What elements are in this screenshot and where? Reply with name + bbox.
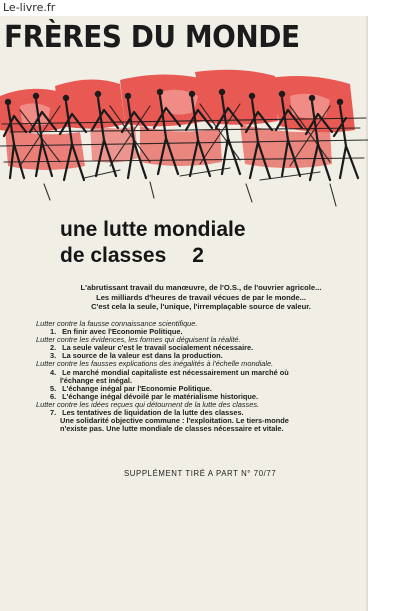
toc-section-heading: Lutter contre la fausse connaissance scientifique. bbox=[36, 319, 198, 328]
toc-closing-line: n'existe pas. Une lutte mondiale de classes nécessaire et vitale. bbox=[60, 424, 284, 434]
headline-text: de classes bbox=[60, 244, 167, 267]
toc-item-text: La seule valeur c'est le travail socialement nécessaire. bbox=[62, 343, 254, 353]
marching-figures-illustration bbox=[0, 66, 368, 216]
toc-item-text: Les tentatives de liquidation de la lutte des classes. bbox=[62, 408, 244, 418]
toc-item-number: 2. bbox=[50, 343, 57, 353]
intro-paragraph bbox=[36, 283, 366, 312]
table-of-contents bbox=[36, 320, 366, 433]
toc-item-number: 7. bbox=[50, 408, 57, 418]
toc-item-number: 6. bbox=[50, 391, 57, 401]
toc-item-number: 4. bbox=[50, 367, 57, 377]
toc-closing-line: Une solidarité objective commune : l'exploitation. Le tiers-monde bbox=[60, 416, 289, 426]
toc-item-text: L'échange inégal par l'Economie Politique. bbox=[62, 383, 212, 393]
toc-section-heading: Lutter contre les idées reçues qui détournent de la lutte des classes. bbox=[36, 399, 260, 409]
toc-item-continuation: l'échange est inégal. bbox=[60, 375, 132, 385]
issue-number: 2 bbox=[192, 244, 204, 267]
toc-item-number: 3. bbox=[50, 351, 57, 361]
toc-section-heading: Lutter contre les évidences, les formes qui déguisent la réalité. bbox=[36, 335, 241, 345]
intro-line: L'abrutissant travail du manœuvre, de l'O.S., de l'ouvrier agricole... bbox=[80, 283, 322, 292]
watermark: Le-livre.fr bbox=[3, 1, 56, 14]
page-margin bbox=[368, 16, 400, 611]
headline-line-1: une lutte mondiale bbox=[60, 218, 246, 241]
intro-line: C'est cela la seule, l'unique, l'irremplaçable source de valeur. bbox=[91, 302, 311, 311]
toc-section-heading: Lutter contre les fausses explications des inégalités à l'échelle mondiale. bbox=[36, 359, 274, 369]
red-wash bbox=[0, 70, 355, 170]
cover-headline bbox=[60, 217, 246, 269]
toc-item-text: En finir avec l'Economie Politique. bbox=[62, 327, 183, 337]
toc-item-number: 1. bbox=[50, 327, 57, 337]
intro-line: Les milliards d'heures de travail vécues de par le monde... bbox=[96, 292, 306, 302]
toc-item-text: Le marché mondial capitaliste est nécessairement un marché où bbox=[62, 367, 289, 377]
supplement-note: SUPPLÉMENT TIRÉ A PART N° 70/77 bbox=[124, 469, 277, 478]
cover-title: FRÈRES DU MONDE bbox=[4, 20, 300, 55]
toc-item-text: La source de la valeur est dans la production. bbox=[62, 351, 223, 361]
toc-item-number: 5. bbox=[50, 383, 57, 393]
headline-line-2 bbox=[60, 243, 246, 269]
toc-item-text: L'échange inégal dévoilé par le matérialisme historique. bbox=[62, 391, 259, 401]
